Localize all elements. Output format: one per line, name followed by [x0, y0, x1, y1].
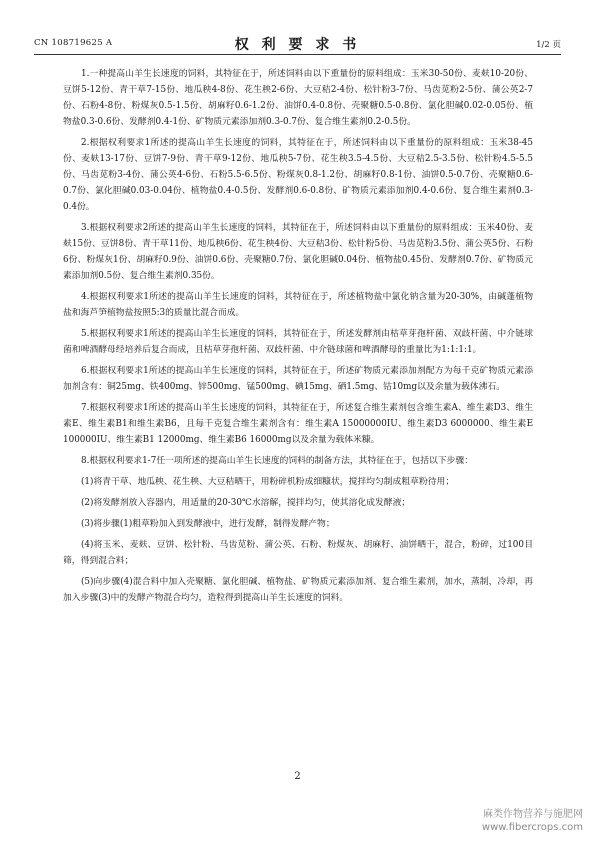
page-number: 2	[294, 771, 301, 782]
watermark-url: www.fibercrops.com	[481, 822, 583, 833]
claim-3: 3.根据权利要求2所述的提高山羊生长速度的饲料，其特征在于，所述饲料由以下重量份的原料组成：玉米40份、麦麸15份、豆饼8份、青干草11份、地瓜秧6份、花生秧4份、大豆秸3份、松针粉5份、马齿苋粉3.5份、蒲公英5份、石粉6份、粉煤灰1份、胡麻籽0.9份、油饼0.6份、壳聚糖0.7份、氯化胆碱0.04份、植物盐0.45份、发酵剂0.7份、矿物质元素添加剂0.5份、复合维生素剂0.35份。	[63, 223, 533, 281]
claim-5: 5.根据权利要求1所述的提高山羊生长速度的饲料，其特征在于，所述发酵剂由枯草芽孢杆菌、双歧杆菌、中介链球菌和啤酒酵母经培养后复合而成，且枯草芽孢杆菌、双歧杆菌、中介链球菌和啤酒酵母的重量比为1:1:1:1。	[63, 329, 533, 355]
claim-8: 8.根据权利要求1-7任一项所述的提高山羊生长速度的饲料的制备方法，其特征在于，包括以下步骤：	[81, 456, 474, 466]
claim-1: 1.一种提高山羊生长速度的饲料，其特征在于，所述饲料由以下重量份的原料组成：玉米30-50份、麦麸10-20份、豆饼5-12份、青干草7-15份、地瓜秧4-8份、花生秧2-6份、大豆秸2-4份、松针粉3-7份、马齿苋粉2-5份、蒲公英2-7份、石粉4-8份、粉煤灰0.5-1.5份、胡麻籽0.6-1.2份、油饼0.4-0.8份、壳聚糖0.5-0.8份、氯化胆碱0.02-0.05份、植物盐0.3-0.6份、发酵剂0.4-1份、矿物质元素添加剂0.3-0.7份、复合维生素剂0.2-0.5份。	[63, 69, 533, 127]
claim-7: 7.根据权利要求1所述的提高山羊生长速度的饲料，其特征在于，所述复合维生素剂包含维生素A、维生素D3、维生素E、维生素B1和维生素B6，且每千克复合维生素剂含有：维生素A 15000000IU、维生素D3 6000000、维生素E 100000IU、维生素B1 12000mg、维生素B6 16000mg以及余量为载体米糠。	[63, 403, 533, 445]
document-title: 权 利 要 求 书	[234, 37, 361, 53]
step-3: (3)将步骤(1)粗草粉加入到发酵液中，进行发酵，制得发酵产物；	[81, 519, 335, 529]
watermark-site-name: 麻类作物营养与施肥网	[483, 809, 583, 820]
page-header	[34, 34, 561, 55]
page-indicator: 1/2 页	[536, 40, 561, 50]
document-number: CN 108719625 A	[34, 38, 113, 48]
claim-6: 6.根据权利要求1所述的提高山羊生长速度的饲料，其特征在于，所述矿物质元素添加剂配方为每千克矿物质元素添加剂含有：铜25mg、铁400mg、锌500mg、锰500mg、碘15mg、硒1.5mg、钴10mg以及余量为载体沸石。	[63, 366, 533, 392]
step-2: (2)将发酵剂放入容器内，用适量的20-30℃水溶解，搅拌均匀，使其溶化成发酵液；	[81, 498, 411, 508]
claim-2: 2.根据权利要求1所述的提高山羊生长速度的饲料，其特征在于，所述饲料由以下重量份的原料组成：玉米38-45份、麦麸13-17份、豆饼7-9份、青干草9-12份、地瓜秧5-7份、花生秧3.5-4.5份、大豆秸2.5-3.5份、松针粉4.5-5.5份、马齿苋粉3-4份、蒲公英4-6份、石粉5.5-6.5份、粉煤灰0.8-1.2份、胡麻籽0.8-1份、油饼0.5-0.7份、壳聚糖0.6-0.7份、氯化胆碱0.03-0.04份、植物盐0.4-0.5份、发酵剂0.6-0.8份、矿物质元素添加剂0.4-0.6份、复合维生素剂0.3-0.4份。	[63, 138, 533, 212]
step-5: (5)向步骤(4)混合料中加入壳聚糖、氯化胆碱、植物盐、矿物质元素添加剂、复合维生素剂，加水，蒸制，冷却，再加入步骤(3)中的发酵产物混合均匀，造粒得到提高山羊生长速度的饲料。	[63, 577, 533, 603]
claim-4: 4.根据权利要求1所述的提高山羊生长速度的饲料，其特征在于，所述植物盐中氯化钠含量为20-30%，由碱蓬植物盐和海芦笋植物盐按照5:3的质量比混合而成。	[63, 292, 533, 318]
step-4: (4)将玉米、麦麸、豆饼、松针粉、马齿苋粉、蒲公英、石粉、粉煤灰、胡麻籽、油饼晒干，混合，粉碎，过100目筛，得到混合料；	[63, 540, 533, 566]
step-1: (1)将青干草、地瓜秧、花生秧、大豆秸晒干，用粉碎机粉成细糠状，搅拌均匀制成粗草粉待用；	[81, 477, 455, 487]
claims-body	[63, 66, 533, 611]
watermark	[482, 808, 583, 834]
